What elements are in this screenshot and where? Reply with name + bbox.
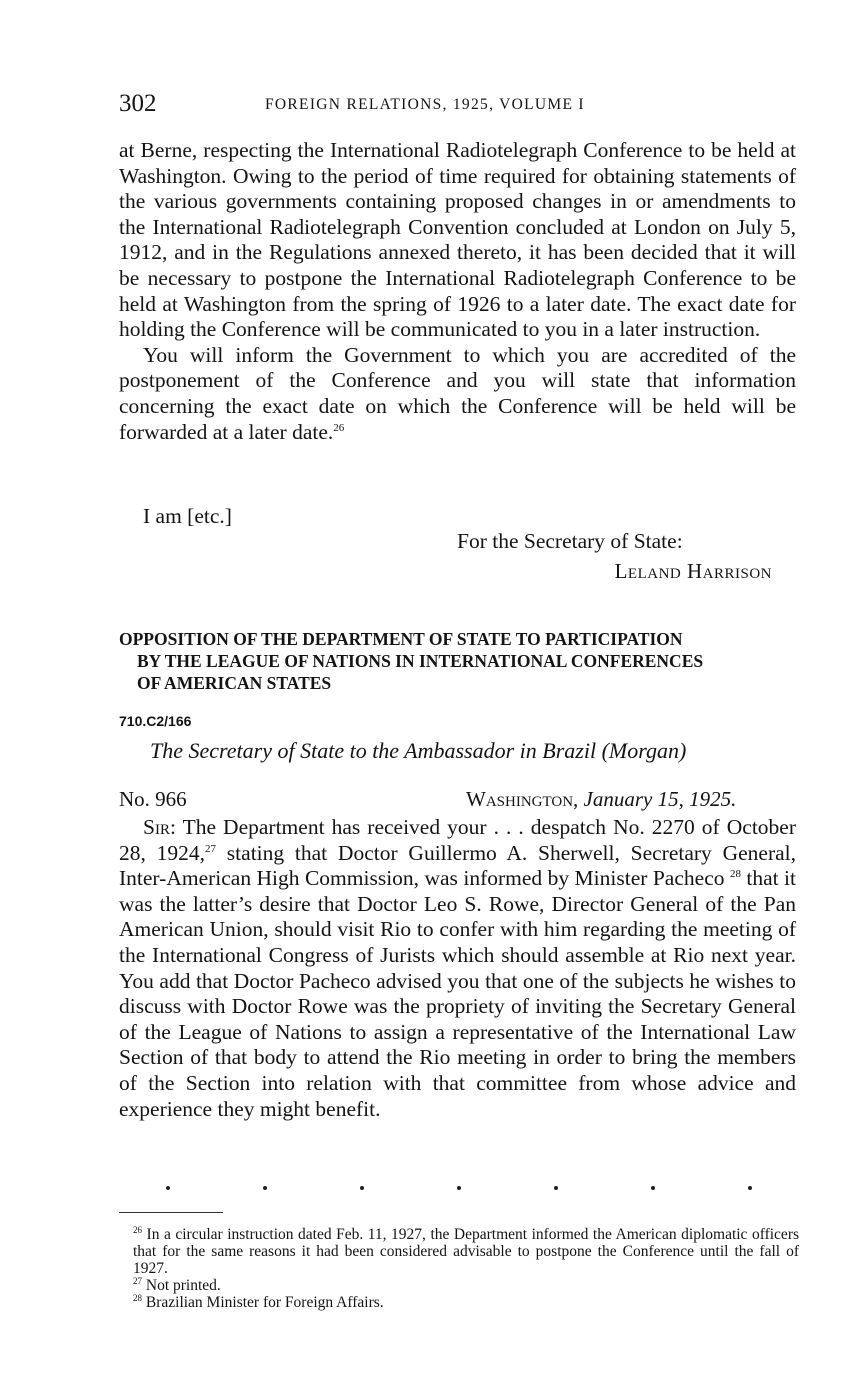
dateline-date: January 15, 1925. <box>583 787 737 811</box>
page-number: 302 <box>119 90 157 117</box>
section-title-line-1: OPPOSITION OF THE DEPARTMENT OF STATE TO PARTICIPATION <box>119 629 683 649</box>
section-title <box>119 628 799 694</box>
document-number: No. 966 <box>119 787 187 811</box>
footnote-26 <box>119 1226 799 1277</box>
footnotes <box>119 1226 799 1311</box>
letter1-signoff: For the Secretary of State: <box>457 529 683 553</box>
dateline <box>466 787 736 812</box>
running-head: FOREIGN RELATIONS, 1925, VOLUME I <box>265 96 585 113</box>
footnote-mark: 27 <box>133 1275 142 1286</box>
letter1-paragraph-1: at Berne, respecting the International Radiotelegraph Conference to be held at Washington. Owing to the period of time required for obtaining statements of the various governments containing proposed changes in or amendments to the International Radiotelegraph Convention concluded at London on July 5, 1912, and in the Regulations annexed thereto, it has been decided that it will be necessary to postpone the International Radiotelegraph Conference to be held at Washington from the spring of 1926 to a later date. The exact date for holding the Conference will be communicated to you in a later instruction. <box>119 138 796 342</box>
footnote-ref-26[interactable]: 26 <box>333 421 345 434</box>
dateline-place: Washington, <box>466 787 579 811</box>
footnote-ref-27[interactable]: 27 <box>205 842 217 855</box>
letter2-text-3: that it was the latter’s desire that Doctor Leo S. Rowe, Director General of the Pan American Union, should visit Rio to confer with him regarding the meeting of the International Congress of Jurists which should assemble at Rio next year. You add that Doctor Pacheco advised you that one of the subjects he wishes to discuss with Doctor Rowe was the propriety of inviting the Secretary General of the League of Nations to assign a representative of the International Law Section of that body to attend the Rio meeting in order to bring the members of the Section into relation with that committee from whose advice and experience they might benefit. <box>119 866 797 1121</box>
ellipsis-omission-marks <box>166 1186 766 1196</box>
footnote-ref-28[interactable]: 28 <box>729 868 741 881</box>
letter1-signer: Leland Harrison <box>614 559 772 583</box>
letter2-paragraph <box>119 815 796 1122</box>
omission-dot <box>651 1186 655 1190</box>
document-title: The Secretary of State to the Ambassador in Brazil (Morgan) <box>150 738 687 763</box>
footnote-mark: 26 <box>133 1224 142 1235</box>
omission-dot <box>748 1186 752 1190</box>
letter2-body <box>119 815 796 1122</box>
footnote-28 <box>119 1294 799 1311</box>
footnote-divider <box>119 1212 223 1213</box>
page-header <box>119 90 799 122</box>
letter1-paragraph-2 <box>119 343 796 445</box>
footnote-text: Brazilian Minister for Foreign Affairs. <box>145 1294 384 1311</box>
omission-dot <box>554 1186 558 1190</box>
letter1-paragraph-2-text: You will inform the Government to which you are accredited of the postponement of the Conference and you will state that information concerning the exact date on which the Conference will be held will be forwarded at a later date. <box>119 342 796 444</box>
footnote-27 <box>119 1277 799 1294</box>
footnote-text: Not printed. <box>145 1277 221 1294</box>
salutation: Sir: <box>143 815 176 839</box>
letter2-text-2: stating that Doctor Guillermo A. Sherwell, Secretary General, Inter-American High Commission, was informed by Minister Pacheco <box>119 840 796 891</box>
letter1-closing: I am [etc.] <box>143 504 232 528</box>
footnote-text: In a circular instruction dated Feb. 11, 1927, the Department informed the American diplomatic officers that for the same reasons it had been considered advisable to postpone the Conference until the fall of 1927. <box>133 1226 800 1277</box>
section-title-line-2: BY THE LEAGUE OF NATIONS IN INTERNATIONAL CONFERENCES <box>137 651 704 671</box>
letter2-text-1: The Department has received your . . . despatch No. 2270 of October 28, 1924, <box>119 815 796 865</box>
omission-dot <box>166 1186 170 1190</box>
omission-dot <box>457 1186 461 1190</box>
footnote-mark: 28 <box>133 1292 142 1303</box>
file-code: 710.C2/166 <box>119 713 192 729</box>
omission-dot <box>263 1186 267 1190</box>
section-title-line-3: OF AMERICAN STATES <box>137 673 332 693</box>
omission-dot <box>360 1186 364 1190</box>
letter1-body <box>119 138 796 445</box>
